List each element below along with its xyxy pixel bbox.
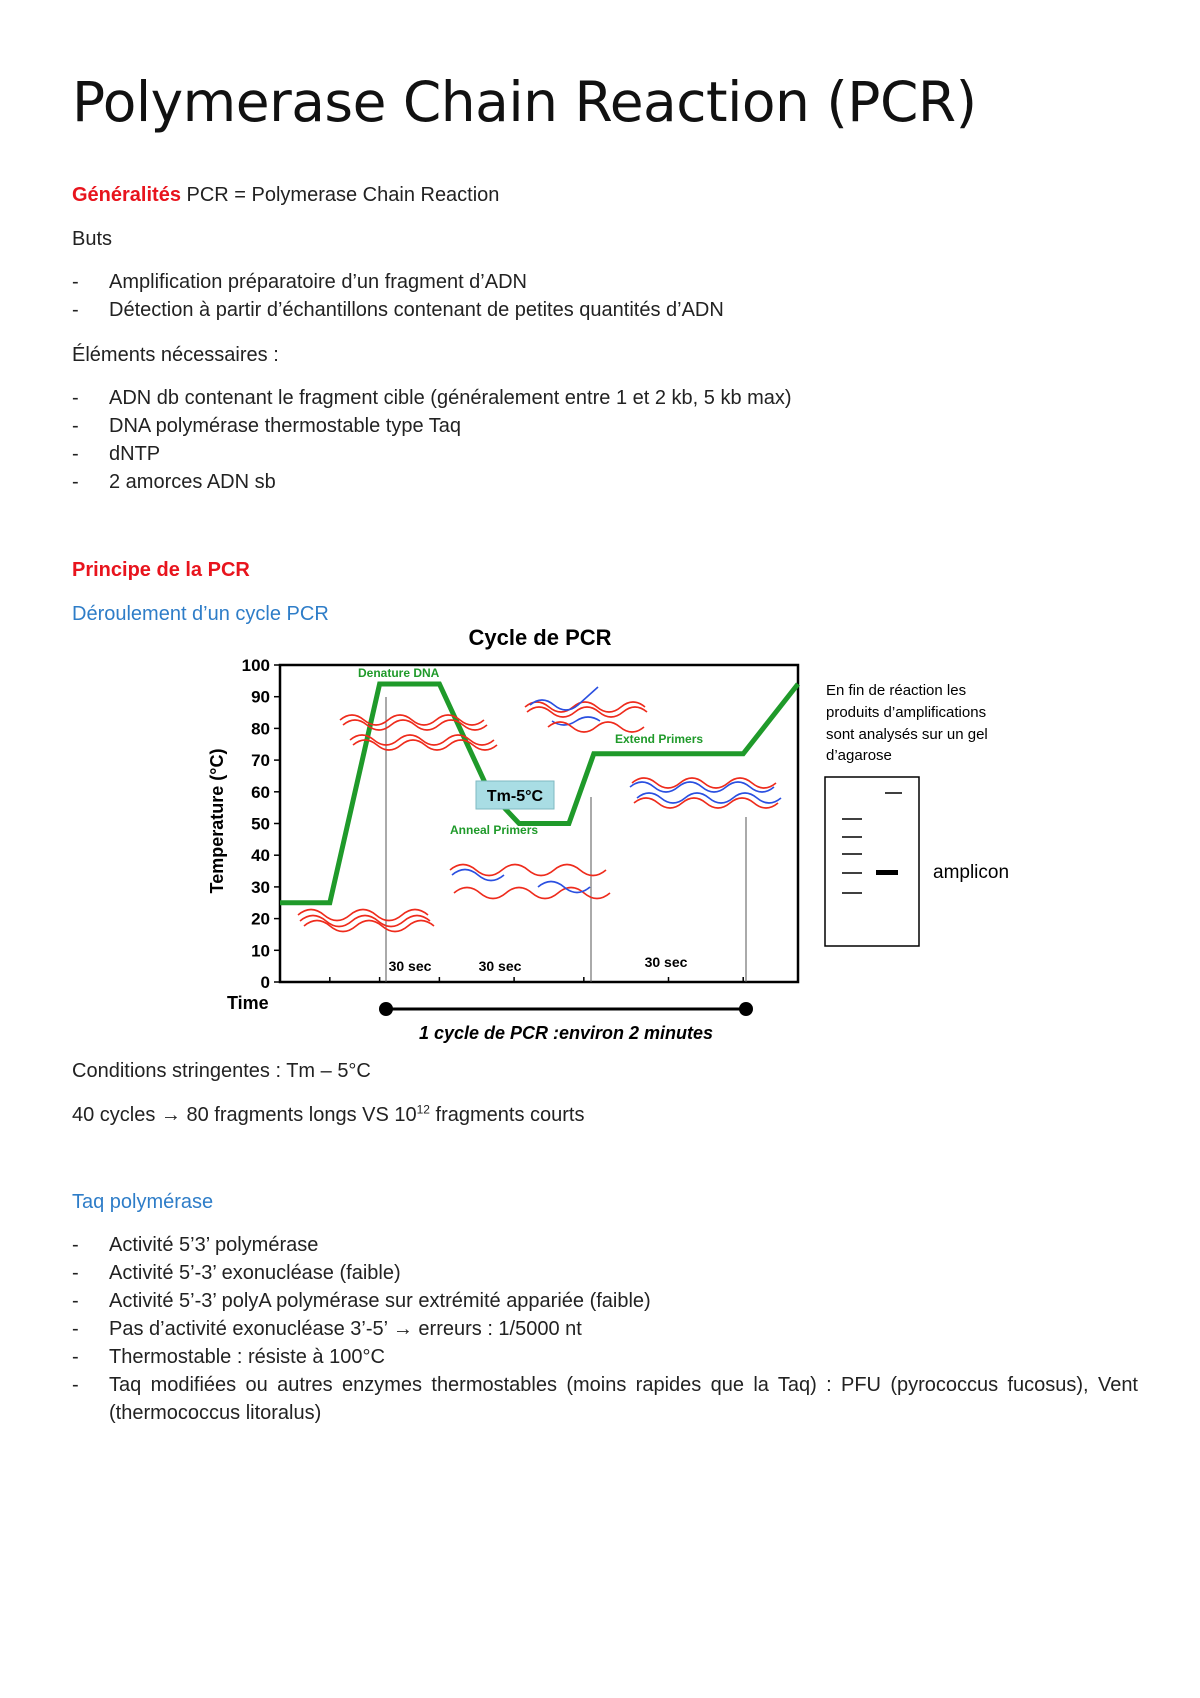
x-axis-label: Time [227,993,269,1013]
figure-title: Cycle de PCR [468,625,612,650]
generalites-text: PCR = Polymerase Chain Reaction [180,184,500,206]
generalites-line [72,183,499,207]
list-item: - DNA polymérase thermostable type Taq [72,412,792,440]
buts-list [72,268,724,324]
gel-note-line: d’agarose [826,747,892,764]
timeline-start-dot [379,1002,393,1016]
list-item: - Activité 5’3’ polymérase [72,1231,1138,1259]
cycles-line [72,1103,585,1127]
y-tick-label: 90 [251,687,270,707]
buts-label: Buts [72,228,113,250]
duration-label: 30 sec [644,954,688,970]
cycles-text-end: fragments courts [429,1104,585,1126]
y-tick-label: 10 [251,941,270,961]
amplicon-label: amplicon [933,862,1010,883]
taq-list [72,1231,1138,1427]
amplicon-band [876,870,898,875]
list-item: - Amplification préparatoire d’un fragment d’ADN [72,268,724,296]
conditions-line: Conditions stringentes : Tm – 5°C [72,1060,371,1082]
extend-label: Extend Primers [615,732,704,746]
y-axis-label: Temperature (°C) [207,748,227,894]
y-tick-label: 60 [251,782,270,802]
page-title: Polymerase Chain Reaction (PCR) [72,70,977,134]
list-item: - Pas d’activité exonucléase 3’-5’ → erreurs : 1/5000 nt [72,1315,1138,1343]
list-item: - Taq modifiées ou autres enzymes thermostables (moins rapides que la Taq) : PFU (pyrococcus fucosus), Vent (thermococcus litoralus) [72,1371,1138,1427]
list-item: - Détection à partir d’échantillons contenant de petites quantités d’ADN [72,296,724,324]
y-tick-label: 80 [251,719,270,739]
agarose-gel [825,777,919,946]
denature-label: Denature DNA [358,666,440,680]
y-tick-label: 30 [251,877,270,897]
cycles-text: 40 cycles → 80 fragments longs VS 10 [72,1104,417,1126]
cycles-exponent: 12 [416,1102,430,1117]
duration-label: 30 sec [388,958,432,974]
gel-note-line: produits d’amplifications [826,704,987,721]
principe-heading: Principe de la PCR [72,559,250,581]
pcr-cycle-figure [200,625,1030,1045]
y-tick-label: 100 [241,656,270,675]
list-item: - Activité 5’-3’ exonucléase (faible) [72,1259,1138,1287]
cycle-subheading: Déroulement d’un cycle PCR [72,603,329,625]
generalites-heading: Généralités [72,184,181,206]
list-item: - Thermostable : résiste à 100°C [72,1343,1138,1371]
y-tick-label: 50 [251,814,270,834]
list-item: - ADN db contenant le fragment cible (généralement entre 1 et 2 kb, 5 kb max) [72,384,792,412]
y-tick-label: 40 [251,846,270,866]
cycle-duration-label: 1 cycle de PCR :environ 2 minutes [418,1023,714,1043]
gel-note-line: sont analysés sur un gel [826,726,988,743]
duration-label: 30 sec [478,958,522,974]
tm-label: Tm-5°C [486,788,544,805]
timeline-end-dot [739,1002,753,1016]
gel-note-line: En fin de réaction les [826,682,967,699]
list-item: - dNTP [72,440,792,468]
y-tick-label: 0 [260,973,270,992]
gel-note [826,682,988,764]
taq-heading: Taq polymérase [72,1191,214,1213]
list-item: - Activité 5’-3’ polyA polymérase sur extrémité appariée (faible) [72,1287,1138,1315]
y-tick-label: 70 [251,751,270,771]
list-item: - 2 amorces ADN sb [72,468,792,496]
y-axis-ticks [242,656,280,992]
elements-label: Éléments nécessaires : [72,344,279,366]
y-tick-label: 20 [251,909,270,929]
elements-list [72,384,792,496]
anneal-label: Anneal Primers [450,823,539,837]
